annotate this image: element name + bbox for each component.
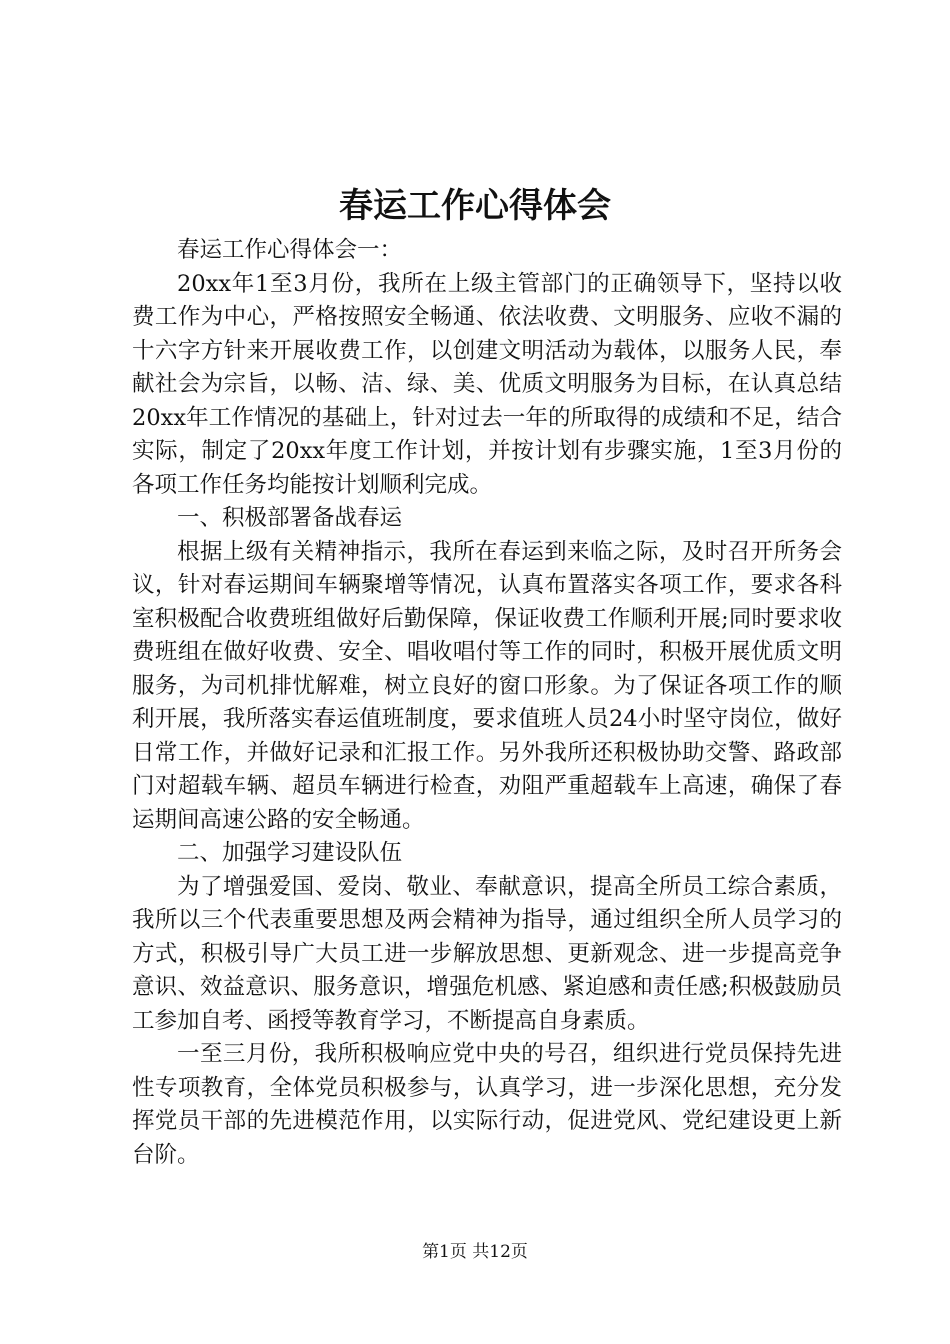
page-footer: 第1页 共12页 bbox=[422, 1242, 528, 1262]
paragraph-section-2: 为了增强爱国、爱岗、敬业、奉献意识，提高全所员工综合素质，我所以三个代表重要思想及两会精神为指导，通过组织全所人员学习的方式，积极引导广大员工进一步解放思想、更新观念、进一步提高竞争意识、效益意识、服务意识，增强危机感、紧迫感和责任感;积极鼓励员工参加自考、函授等教育学习，不断提高自身素质。 bbox=[132, 873, 842, 1034]
document-body bbox=[132, 234, 842, 1172]
section-heading-1: 一、积极部署备战春运 bbox=[177, 505, 403, 531]
paragraph-section-1: 根据上级有关精神指示，我所在春运到来临之际，及时召开所务会议，针对春运期间车辆聚增等情况，认真布置落实各项工作，要求各科室积极配合收费班组做好后勤保障，保证收费工作顺利开展;同时要求收费班组在做好收费、安全、唱收唱付等工作的同时，积极开展优质文明服务，为司机排忧解难，树立良好的窗口形象。为了保证各项工作的顺利开展，我所落实春运值班制度，要求值班人员24小时坚守岗位，做好日常工作，并做好记录和汇报工作。另外我所还积极协助交警、路政部门对超载车辆、超员车辆进行检查，劝阻严重超载车上高速，确保了春运期间高速公路的安全畅通。 bbox=[132, 538, 842, 833]
document-title: 春运工作心得体会 bbox=[339, 186, 611, 226]
paragraph-party-education: 一至三月份，我所积极响应党中央的号召，组织进行党员保持先进性专项教育，全体党员积极参与，认真学习，进一步深化思想，充分发挥党员干部的先进模范作用，以实际行动，促进党风、党纪建设更上新台阶。 bbox=[132, 1041, 842, 1168]
paragraph-overview: 20xx年1至3月份，我所在上级主管部门的正确领导下，坚持以收费工作为中心，严格按照安全畅通、依法收费、文明服务、应收不漏的十六字方针来开展收费工作，以创建文明活动为载体，以服务人民，奉献社会为宗旨，以畅、洁、绿、美、优质文明服务为目标，在认真总结20xx年工作情况的基础上，针对过去一年的所取得的成绩和不足，结合实际，制定了20xx年度工作计划，并按计划有步骤实施，1至3月份的各项工作任务均能按计划顺利完成。 bbox=[132, 270, 842, 498]
paragraph-intro: 春运工作心得体会一： bbox=[177, 237, 403, 263]
section-heading-2: 二、加强学习建设队伍 bbox=[177, 840, 403, 866]
